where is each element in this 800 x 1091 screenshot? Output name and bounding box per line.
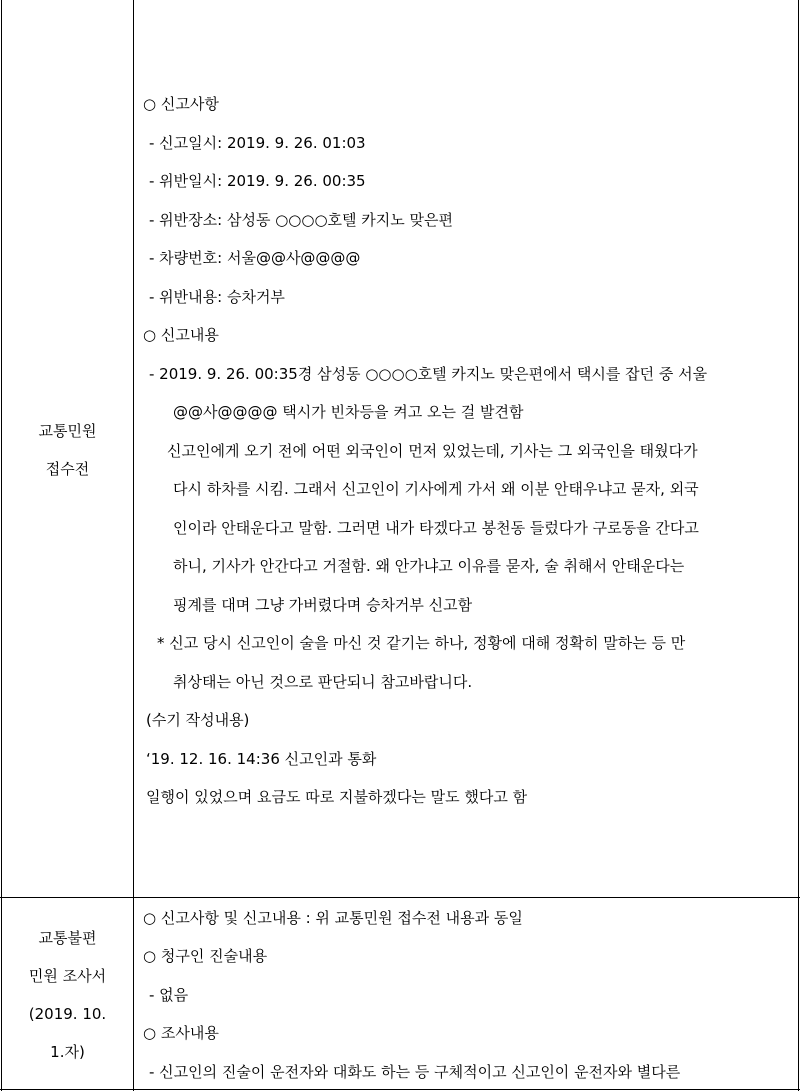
table-border-right bbox=[798, 0, 799, 1091]
report-content-line: - 2019. 9. 26. 00:35경 삼성동 ○○○○호텔 카지노 맞은편에서 택시를 잡던 중 서울 bbox=[149, 365, 708, 383]
table-border-bottom bbox=[0, 1089, 800, 1090]
vehicle-number: - 차량번호: 서울@@사@@@@ bbox=[149, 249, 361, 267]
section1-label-line: 접수전 bbox=[45, 460, 90, 478]
section2-label-line: 교통불편 bbox=[38, 929, 97, 947]
report-content-line: 하니, 기사가 안간다고 거절함. 왜 안가냐고 이유를 묻자, 술 취해서 안태운다는 bbox=[173, 557, 685, 575]
report-content-heading: ○ 신고내용 bbox=[143, 326, 219, 344]
violation-location: - 위반장소: 삼성동 ○○○○호텔 카지노 맞은편 bbox=[149, 211, 454, 229]
claimant-statement-heading: ○ 청구인 진술내용 bbox=[143, 947, 268, 965]
violation-datetime: - 위반일시: 2019. 9. 26. 00:35 bbox=[149, 172, 366, 190]
claimant-statement-none: - 없음 bbox=[149, 986, 189, 1004]
report-content-line: @@사@@@@ 택시가 빈차등을 켜고 오는 걸 발견함 bbox=[173, 403, 524, 421]
report-items-heading: ○ 신고사항 bbox=[143, 95, 219, 113]
investigation-line: - 신고인의 진술이 운전자와 대화도 하는 등 구체적이고 신고인이 운전자와 별다른 bbox=[149, 1063, 681, 1081]
section2-label-line: (2019. 10. bbox=[28, 1005, 107, 1023]
handwritten-line: ‘19. 12. 16. 14:36 신고인과 통화 bbox=[146, 750, 377, 768]
table-column-divider bbox=[133, 0, 134, 1091]
table-row-divider bbox=[0, 897, 800, 898]
report-content-line: 신고인에게 오기 전에 어떤 외국인이 먼저 있었는데, 기사는 그 외국인을 태웠다가 bbox=[167, 442, 698, 460]
report-content-line: 핑계를 대며 그냥 가버렸다며 승차거부 신고함 bbox=[173, 596, 473, 614]
section2-label-line: 1.자) bbox=[50, 1043, 85, 1061]
section1-label bbox=[2, 412, 133, 488]
section2-label bbox=[2, 919, 133, 1071]
note-line: * 신고 당시 신고인이 술을 마신 것 같기는 하나, 정황에 대해 정확히 말하는 등 만 bbox=[157, 634, 686, 652]
section1-label-line: 교통민원 bbox=[38, 422, 97, 440]
section2-label-line: 민원 조사서 bbox=[28, 967, 107, 985]
handwritten-heading: (수기 작성내용) bbox=[146, 711, 250, 729]
note-line: 취상태는 아닌 것으로 판단되니 참고바랍니다. bbox=[173, 673, 473, 691]
report-datetime: - 신고일시: 2019. 9. 26. 01:03 bbox=[149, 134, 366, 152]
report-content-line: 인이라 안태운다고 말함. 그러면 내가 타겠다고 봉천동 들렀다가 구로동을 간다고 bbox=[173, 519, 699, 537]
violation-content: - 위반내용: 승차거부 bbox=[149, 288, 285, 306]
investigation-heading: ○ 조사내용 bbox=[143, 1024, 219, 1042]
report-content-line: 다시 하차를 시킴. 그래서 신고인이 기사에게 가서 왜 이분 안태우냐고 묻자, 외국 bbox=[173, 480, 699, 498]
same-as-above-line: ○ 신고사항 및 신고내용 : 위 교통민원 접수전 내용과 동일 bbox=[143, 909, 523, 927]
handwritten-line: 일행이 있었으며 요금도 따로 지불하겠다는 말도 했다고 함 bbox=[146, 788, 528, 806]
